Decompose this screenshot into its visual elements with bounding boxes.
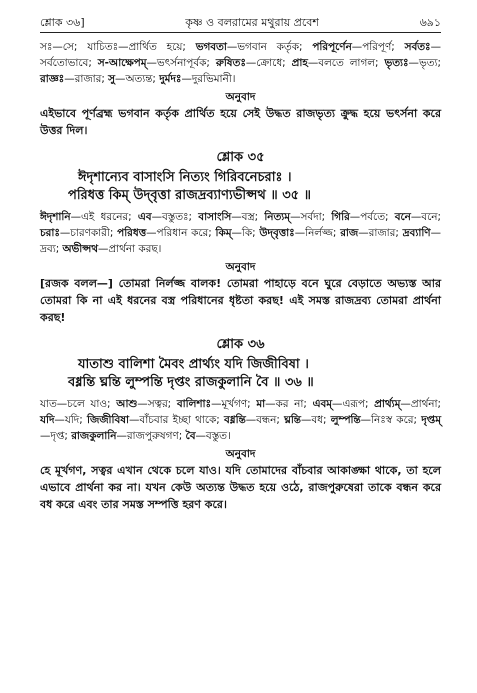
verse-36-line-2: বধ্নন্তি ঘ্নন্তি লুম্পন্তি দৃপ্তং রাজকুলানি বৈ ॥ ৩৬ ॥ (68, 375, 314, 390)
synonyms-36: যাত—চলে যাও; আশু—সত্বর; বালিশাঃ—মূর্খগণ; মা—কর না; এবম্—এরূপ; প্রার্থ্যম্—প্রার্থনা; যদি—যদি; জিজীবিষা—বাঁচবার ইচ্ছা থাকে; বধ্নন্তি—বন্ধন; ঘ্নন্তি—বধ; লুম্পন্তি—নিঃস্ব করে; দৃপ্তম্—দৃপ্ত; রাজকুলানি—রাজপুরুষগণ; বৈ—বস্তুত। (40, 398, 442, 442)
running-header (40, 14, 441, 32)
verse-36-line-1: যাতাশু বালিশা মৈবং প্রার্থ্যং যদি জিজীবিষা । (78, 357, 309, 372)
sloka-36-title: শ্লোক ৩৬ (216, 337, 265, 352)
translation-34: এইভাবে পূর্ণব্রহ্ম ভগবান কর্তৃক প্রার্থিত হয়ে সেই উদ্ধত রাজভৃত্য ক্রুদ্ধ হয়ে ভৎর্সনা করে উত্তর দিল। (40, 107, 441, 137)
header-chapter-title: কৃষ্ণ ও বলরামের মথুরায় প্রবেশ (185, 16, 319, 29)
synonyms-35: ঈদৃশানি—এই ধরনের; এব—বস্তুতঃ; বাসাংসি—বস্ত্র; নিত্যম্—সর্বদা; গিরি—পর্বতে; বনে—বনে; চরাঃ—চারণকারী; পরিধত্ত—পরিধান করে; কিম্—কি; উদ্‌বৃত্তাঃ—নির্লজ্জ; রাজ—রাজার; দ্রব্যাণি—দ্রব্য; অভীপ্সথ—প্রার্থনা করছ। (40, 211, 441, 255)
translation-label-36: অনুবাদ (225, 448, 256, 460)
sloka-36-verse (40, 356, 441, 392)
sloka-35-title: শ্লোক ৩৫ (216, 150, 265, 165)
translation-label-35: অনুবাদ (225, 261, 256, 273)
sloka-35-verse (40, 169, 441, 205)
translation-36: হে মূর্খগণ, সত্বর এখান থেকে চলে যাও। যদি তোমাদের বাঁচবার আকাঙ্ক্ষা থাকে, তা হলে এভাবে প্রার্থনা কর না। যখন কেউ অত্যন্ত উদ্ধত হয়ে ওঠে, রাজপুরুষেরা তাকে বন্ধন করে বধ করে এবং তার সমস্ত সম্পত্তি হরণ করে। (40, 464, 441, 511)
header-verse-ref: শ্লোক ৩৬] (40, 16, 85, 29)
translation-35: [রজক বলল—] তোমরা নির্লজ্জ বালক! তোমরা পাহাড়ে বনে ঘুরে বেড়াতে অভ্যস্ত আর তোমরা কি না এই ধরনের বস্ত্র পরিধানের ধৃষ্টতা করছ! এই সমস্ত রাজদ্রব্য তোমরা প্রার্থনা করছ! (40, 277, 441, 324)
translation-label-34: অনুবাদ (225, 91, 256, 103)
synonyms-34: সঃ—সে; যাচিতঃ—প্রার্থিত হয়ে; ভগবতা—ভগবান কর্তৃক; পরিপূর্ণেন—পরিপূর্ণ; সর্বতঃ—সর্বতোভাবে; স-আক্ষেপম্—ভৎর্সনাপূর্বক; রুষিতঃ—ক্রোধে; প্রাহ—বলতে লাগল; ভৃত্যঃ—ভৃত্য; রাজ্ঞঃ—রাজার; সু—অত্যন্ত; দুর্মদঃ—দুরভিমানী। (40, 41, 441, 85)
verse-35-line-1: ঈদৃশান্যেব বাসাংসি নিত্যং গিরিবনেচরাঃ । (78, 170, 292, 185)
page-number: ৬৯১ (419, 16, 441, 29)
verse-35-line-2: পরিধত্ত কিম্ উদ্‌বৃত্তা রাজদ্রব্যাণ্যভীপ্সথ ॥ ৩৫ ॥ (68, 188, 311, 203)
